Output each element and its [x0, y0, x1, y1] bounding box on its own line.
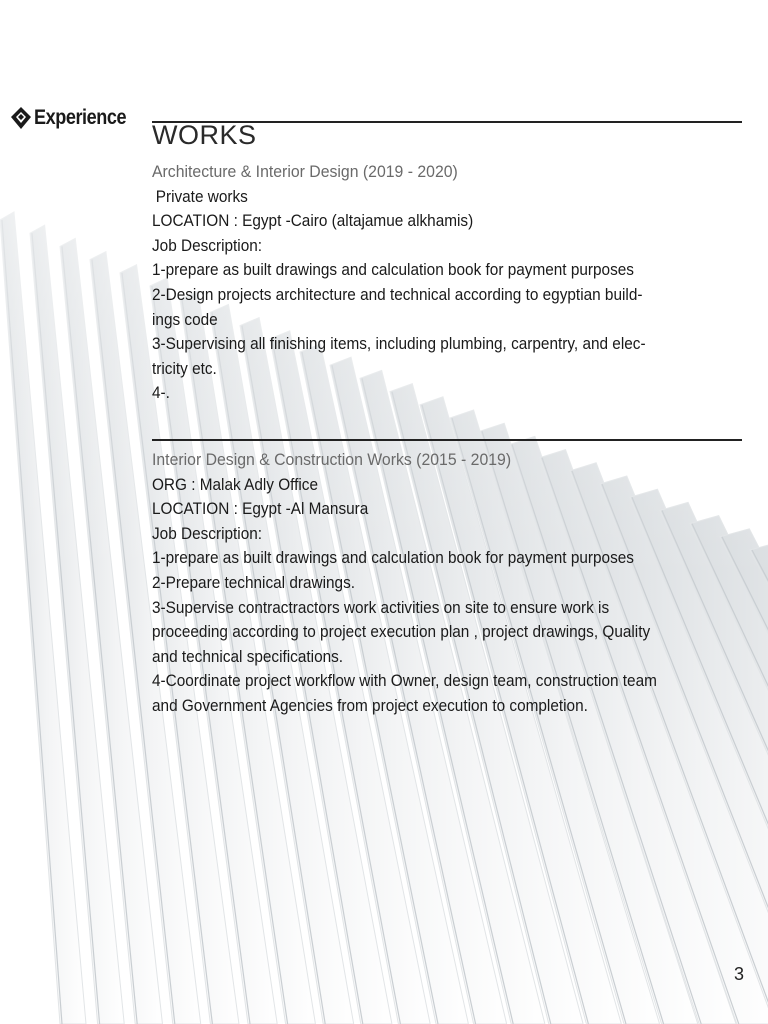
entry-line: and technical specifications. [152, 647, 344, 666]
entry-line: and Government Agencies from project execution to completion. [152, 696, 588, 715]
entry-location: LOCATION : Egypt -Al Mansura [152, 500, 369, 519]
entry-job-label: Job Description: [152, 524, 263, 543]
entry-role: Architecture & Interior Design (2019 - 2020) [152, 162, 458, 181]
section-title: Experience [34, 106, 127, 129]
entry-line: 2-Design projects architecture and technical according to egyptian build- [152, 285, 643, 304]
entry-org: Private works [155, 187, 248, 206]
entry-line: 3-Supervise contractractors work activities on site to ensure work is [152, 598, 610, 617]
experience-entry-1 [152, 160, 752, 406]
experience-entry-2 [152, 448, 752, 719]
entry-job-label: Job Description: [152, 236, 263, 255]
entry-line: 4-Coordinate project workflow with Owner, design team, construction team [152, 672, 657, 691]
entry-line: 3-Supervising all finishing items, including plumbing, carpentry, and elec- [152, 335, 646, 354]
diamond-icon [10, 106, 32, 130]
entry-line: 2-Prepare technical drawings. [152, 573, 356, 592]
entry-line: 4-. [152, 384, 170, 403]
entry-line: proceeding according to project execution plan , project drawings, Quality [152, 623, 651, 642]
entry-line: 1-prepare as built drawings and calculation book for payment purposes [152, 261, 634, 280]
entry-line: tricity etc. [152, 359, 217, 378]
entry-line: ings code [152, 310, 218, 329]
section-label [10, 106, 141, 130]
entry-org: ORG : Malak Adly Office [152, 475, 319, 494]
entry-role: Interior Design & Construction Works (2015 - 2019) [152, 450, 512, 469]
entry-line: 1-prepare as built drawings and calculation book for payment purposes [152, 549, 634, 568]
entry-location: LOCATION : Egypt -Cairo (altajamue alkhamis) [152, 212, 474, 231]
page-number: 3 [733, 964, 744, 984]
page-heading: WORKS [152, 120, 257, 150]
divider-middle [152, 439, 742, 441]
